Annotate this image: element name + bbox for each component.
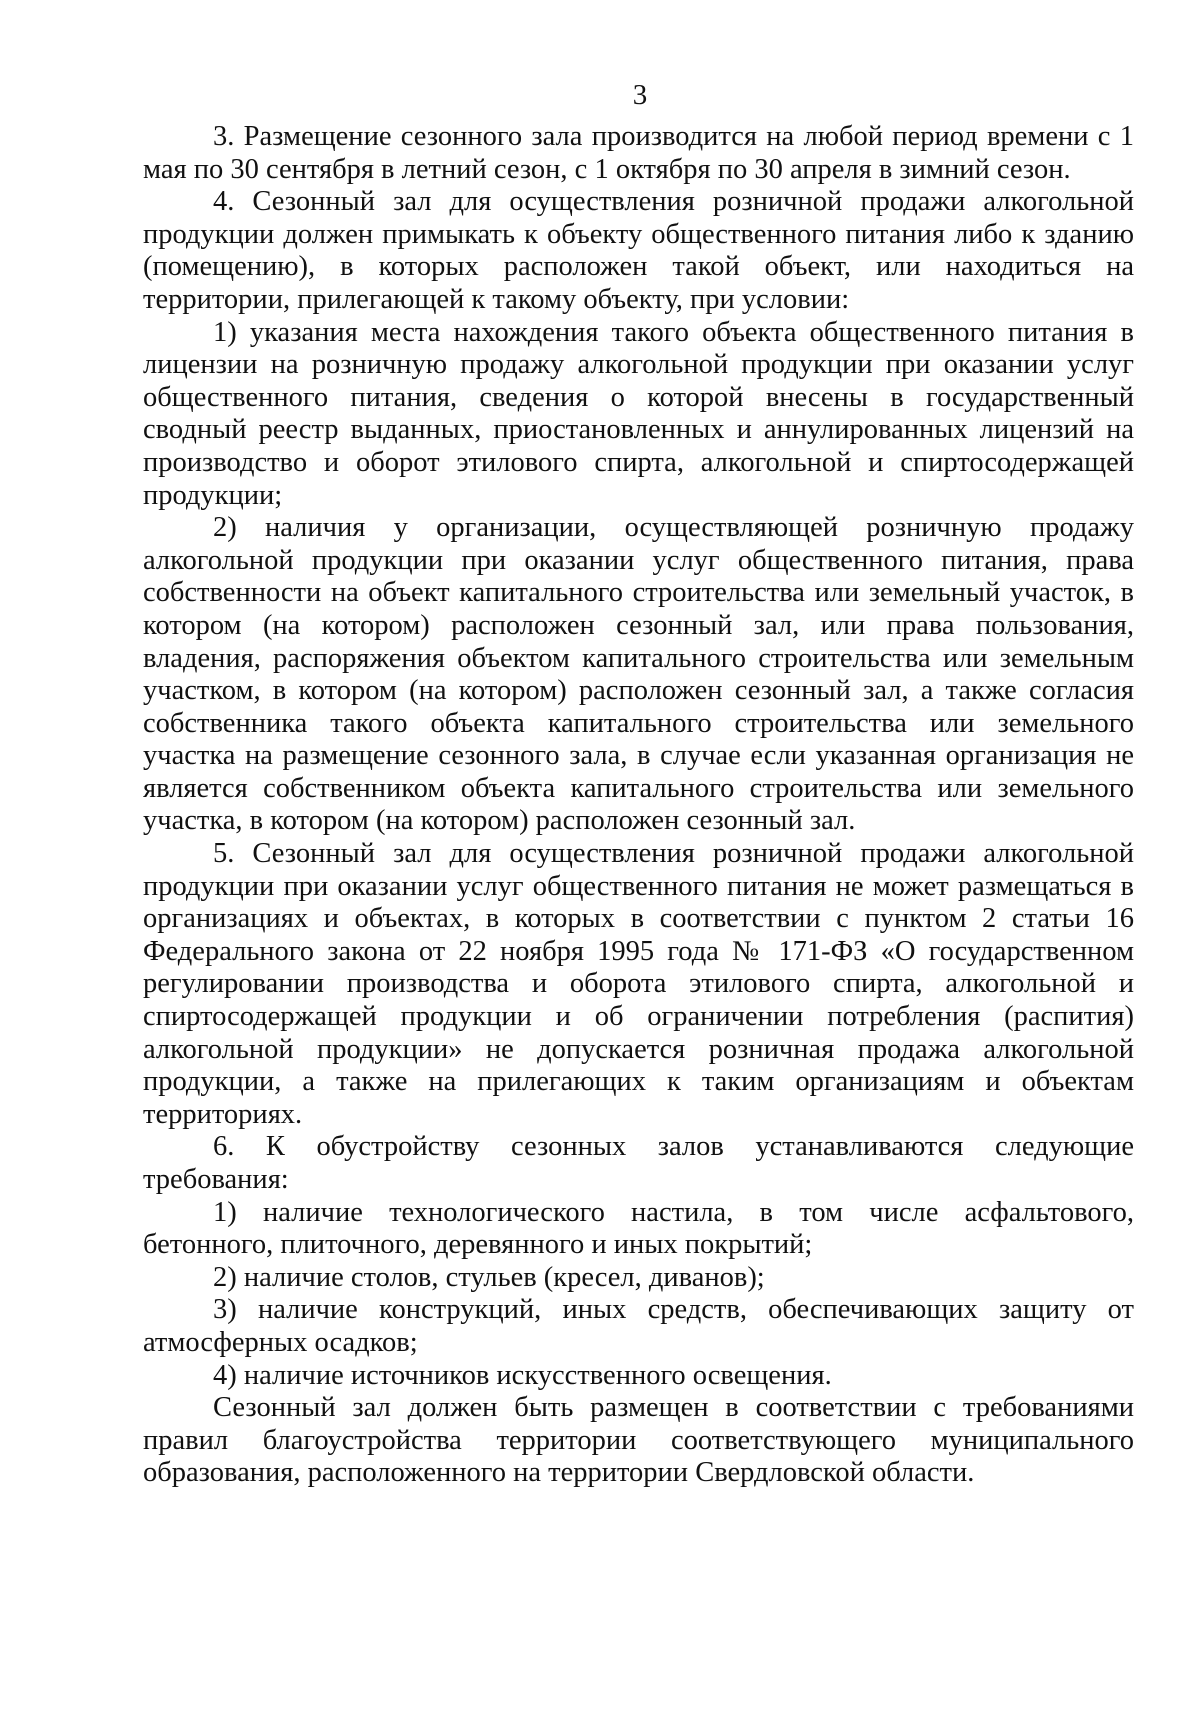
paragraph-final-landscaping-rules: Сезонный зал должен быть размещен в соответствии с требованиями правил благоустройства территории соответствующего муниципального образования, расположенного на территории Свердловской области. (143, 1392, 1134, 1489)
paragraph-4-adjacency-conditions: 4. Сезонный зал для осуществления розничной продажи алкогольной продукции должен примыкать к объекту общественного питания либо к зданию (помещению), в которых расположен такой объект, или находиться на территории, прилегающей к такому объекту, при условии: (143, 186, 1134, 315)
paragraph-4-condition-2-ownership: 2) наличия у организации, осуществляющей розничную продажу алкогольной продукции при оказании услуг общественного питания, права собственности на объект капитального строительства или земельный участок, в котором (на котором) расположен сезонный зал, или права пользования, владения, распоряжения объектом капитального строительства или земельным участком, в котором (на котором) расположен сезонный зал, а также согласия собственника такого объекта капитального строительства или земельного участка на размещение сезонного зала, в случае если указанная организация не является собственником объекта капитального строительства или земельного участка, в котором (на котором) расположен сезонный зал. (143, 512, 1134, 837)
paragraph-3-placement-period: 3. Размещение сезонного зала производится на любой период времени с 1 мая по 30 сентября в летний сезон, с 1 октября по 30 апреля в зимний сезон. (143, 121, 1134, 185)
page-number: 3 (632, 79, 648, 111)
paragraph-5-restrictions: 5. Сезонный зал для осуществления розничной продажи алкогольной продукции при оказании услуг общественного питания не может размещаться в организациях и объектах, в которых в соответствии с пунктом 2 статьи 16 Федерального закона от 22 ноября 1995 года № 171-ФЗ «О государственном регулировании производства и оборота этилового спирта, алкогольной и спиртосодержащей продукции и об ограничении потребления (распития) алкогольной продукции» не допускается розничная продажа алкогольной продукции, а также на прилегающих к таким организациям и объектам территориях. (143, 838, 1134, 1130)
paragraph-6-item-1-flooring: 1) наличие технологического настила, в том числе асфальтового, бетонного, плиточного, деревянного и иных покрытий; (143, 1196, 1134, 1261)
paragraph-6-requirements: 6. К обустройству сезонных залов устанавливаются следующие требования: (143, 1131, 1134, 1195)
paragraph-4-condition-1-license: 1) указания места нахождения такого объекта общественного питания в лицензии на розничную продажу алкогольной продукции при оказании услуг общественного питания, сведения о которой внесены в государственный сводный реестр выданных, приостановленных и аннулированных лицензий на производство и оборот этилового спирта, алкогольной и спиртосодержащей продукции; (143, 316, 1134, 511)
paragraph-6-item-2-furniture: 2) наличие столов, стульев (кресел, диванов); (213, 1261, 765, 1293)
paragraph-6-item-3-weather-protection: 3) наличие конструкций, иных средств, обеспечивающих защиту от атмосферных осадков; (143, 1294, 1134, 1358)
document-body (143, 121, 1134, 1490)
paragraph-6-item-4-lighting: 4) наличие источников искусственного освещения. (213, 1359, 832, 1391)
